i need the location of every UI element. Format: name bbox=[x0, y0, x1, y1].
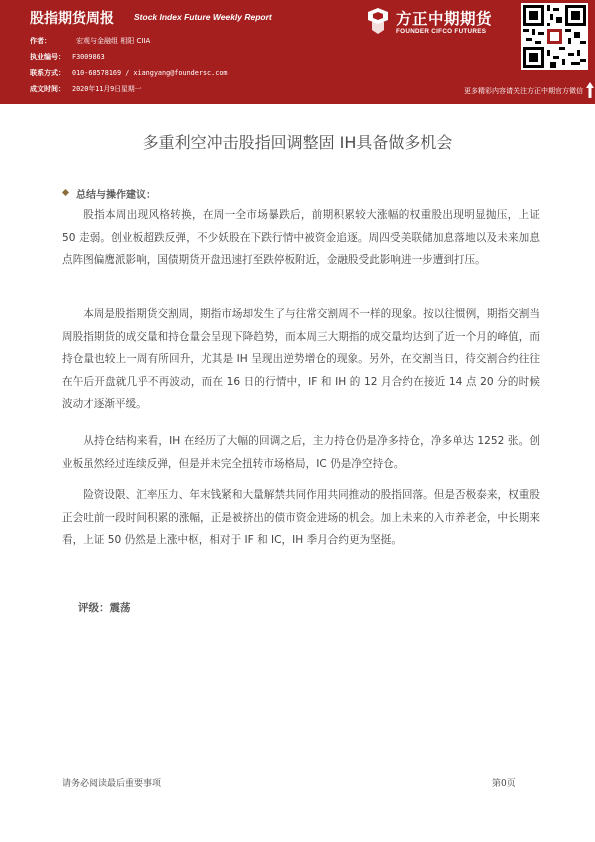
author-label: 作者： bbox=[30, 37, 51, 45]
footer-page-number: 第0页 bbox=[492, 779, 516, 789]
footer-disclaimer: 请务必阅读最后重要事项 bbox=[62, 779, 162, 789]
date-value: 2020年11月9日星期一 bbox=[72, 85, 142, 93]
author-value: 宏观与金融组 相阳 CIIA bbox=[76, 37, 151, 45]
wechat-follow-note: 更多精彩内容请关注方正中期官方微信 bbox=[464, 87, 583, 95]
logo-chinese-name: 方正中期期货 bbox=[396, 10, 493, 28]
arrow-up-icon bbox=[586, 82, 594, 98]
report-header bbox=[0, 0, 595, 104]
section-heading bbox=[62, 186, 156, 201]
license-label: 执业编号： bbox=[30, 53, 65, 61]
report-title: 多重利空冲击股指回调整固 IH具备做多机会 bbox=[142, 133, 453, 152]
paragraph-3: 从持仓结构来看，IH 在经历了大幅的回调之后，主力持仓仍是净多持仓，净多单达 1252 张。创业板虽然经过连续反弹，但是并未完全扭转市场格局，IC 仍是净空持仓。 bbox=[62, 435, 540, 470]
rating: 评级：震荡 bbox=[78, 602, 131, 614]
license-row bbox=[30, 52, 105, 62]
contact-value: 010-68578169 / xiangyang@foundersc.com bbox=[72, 69, 228, 77]
report-type-title: 股指期货周报 bbox=[30, 11, 114, 27]
company-logo bbox=[366, 6, 516, 42]
section-heading-text: 总结与操作建议： bbox=[76, 190, 156, 201]
author-row bbox=[30, 36, 150, 46]
logo-english-name: FOUNDER CIFCO FUTURES bbox=[396, 28, 487, 35]
paragraph-2: 本周是股指期货交割周，期指市场却发生了与往常交割周不一样的现象。按以往惯例，期指交割当周股指期货的成交量和持仓量会呈现下降趋势，而本周三大期指的成交量均达到了近一个月的峰值，而持仓量也较上一周有所回升，尤其是 IH 呈现出逆势增仓的现象。另外，在交割当日，待交割合约往往在午后开盘就几乎不再波动，而在 16 日的行情中，IF 和 IH 的 12 月合约在接近 14 点 20 分的时候波动才逐渐平缓。 bbox=[62, 308, 540, 410]
date-label: 成文时间： bbox=[30, 85, 65, 93]
contact-label: 联系方式： bbox=[30, 69, 65, 77]
wechat-qr-code bbox=[521, 3, 588, 70]
date-row bbox=[30, 83, 141, 94]
report-type-subtitle: Stock Index Future Weekly Report bbox=[134, 12, 272, 22]
founder-logo-icon bbox=[366, 8, 390, 34]
paragraph-1: 股指本周出现风格转换，在周一全市场暴跌后，前期积累较大涨幅的权重股出现明显抛压，上证 50 走弱。创业板超跌反弹，不少妖股在下跌行情中被资金追逐。周四受美联储加息落地以及未来加息点阵图偏鹰派影响，国债期货开盘迅速打至跌停板附近，金融股受此影响进一步遭到打压。 bbox=[62, 209, 540, 266]
contact-row bbox=[30, 68, 228, 78]
license-value: F3009863 bbox=[72, 53, 105, 61]
qr-code-icon bbox=[523, 5, 586, 68]
paragraph-4: 险资设限、汇率压力、年末钱紧和大量解禁共同作用共同推动的股指回落。但是否极泰来，权重股正会吐前一段时间积累的涨幅，正是被挤出的债市资金进场的机会。加上未来的入市养老金，中长期来看，上证 50 仍然是上涨中枢，相对于 IF 和 IC，IH 季月合约更为坚挺。 bbox=[62, 489, 540, 546]
